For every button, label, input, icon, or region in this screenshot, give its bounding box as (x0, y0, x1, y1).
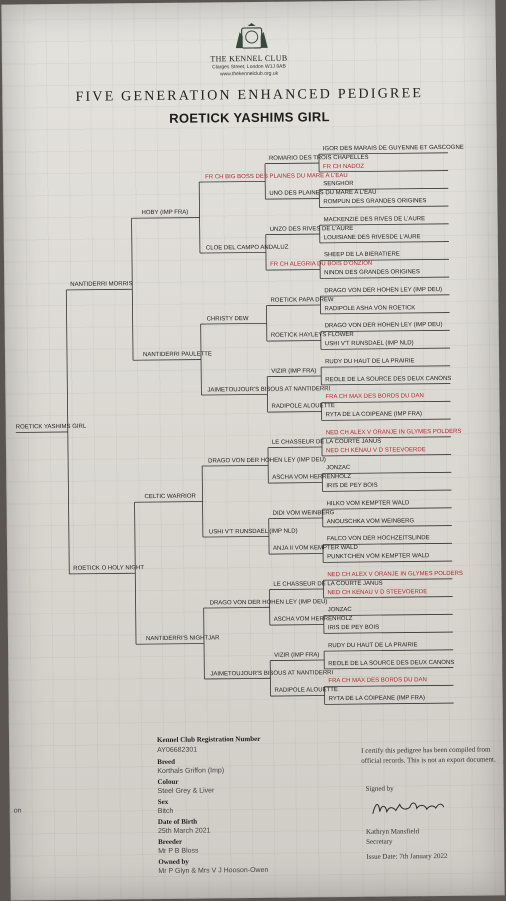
underline-gen4-5 (270, 305, 320, 306)
underline-gen4-14 (274, 625, 324, 626)
underline-gen5-9 (324, 295, 449, 296)
signed-by-label: Signed by (366, 784, 394, 794)
underline-gen5-8 (324, 277, 449, 278)
ancestor-gen4-4: FR CH ALEGRIA DU BOIS D'ONZION (270, 261, 372, 269)
ancestor-gen4-6: ROETICK HAYLEYS FLOWER (271, 332, 354, 340)
ancestor-gen5-12: USHI V'T RUNSDAEL (IMP NLD) (325, 340, 414, 348)
ancestor-gen5-15: FRA CH MAX DES BORDS DU DAN (325, 394, 423, 402)
colour-label: Colour (157, 778, 178, 786)
underline-gen4-16 (275, 696, 325, 697)
ancestor-gen2-1: HOBY (IMP FRA) (141, 210, 188, 217)
ancestor-gen4-16: RADIPOLE ALOUETTE (274, 687, 337, 695)
ancestor-gen3-6: USHI V'T RUNSDAEL (IMP NLD) (209, 528, 298, 536)
ancestor-gen1-2: ROETICK O HOLY NIGHT (73, 565, 144, 573)
ancestor-gen5-32: RYTA DE LA COIPEANE (IMP FRA) (329, 695, 425, 703)
underline-gen5-6 (324, 242, 449, 243)
ancestor-gen5-13: RUDY DU HAUT DE LA PRAIRIE (325, 358, 415, 366)
ancestor-gen4-10: ASCHA VOM HERRENHOLZ (272, 474, 351, 482)
underline-gen5-21 (327, 508, 452, 509)
underline-gen5-28 (328, 632, 453, 633)
underline-gen2-1 (142, 218, 200, 219)
underline-gen4-11 (273, 518, 323, 519)
ancestor-gen3-7: DRAGO VON DER HOHEN LEY (IMP DEU) (210, 599, 328, 607)
underline-gen4-7 (271, 376, 321, 377)
underline-gen4-8 (272, 412, 322, 413)
issue-date: Issue Date: 7th January 2022 (366, 851, 447, 862)
ancestor-gen4-7: VIZIR (IMP FRA) (271, 368, 316, 375)
bracket-gen2-2 (201, 324, 202, 395)
ancestor-gen5-24: PUNKTCHEN VOM KEMPTER WALD (327, 553, 429, 561)
ancestor-gen4-12: ANJA II VOM KEMPTER WALD (273, 545, 358, 553)
reg-value: AY06682301 (157, 747, 197, 754)
ancestor-gen3-8: JAIMETOUJOUR'S BISOUS AT NANTIDERRI (210, 670, 333, 678)
underline-gen5-14 (325, 384, 450, 385)
underline-gen3-7 (210, 607, 270, 608)
dob-label: Date of Birth (158, 818, 197, 826)
underline-gen5-24 (327, 561, 452, 562)
underline-gen4-1 (269, 163, 319, 164)
breeder-label: Breeder (158, 838, 182, 846)
reg-label: Kennel Club Registration Number (157, 735, 260, 744)
owner-value: Mr P Glyn & Mrs V J Hooson-Owen (158, 867, 268, 875)
underline-gen5-29 (328, 650, 453, 651)
underline-gen4-3 (270, 234, 320, 235)
pedigree-tree-lines (1, 0, 504, 901)
breed-value: Korthals Griffon (Imp) (157, 767, 224, 775)
ancestor-gen2-3: CELTIC WARRIOR (144, 494, 195, 502)
ancestor-gen5-3: SENGHOR (323, 181, 353, 188)
ancestor-gen4-14: ASCHA VOM HERRENHOLZ (274, 616, 353, 624)
ancestor-gen4-15: VIZIR (IMP FRA) (274, 652, 319, 659)
ancestor-gen4-3: UNZO DES RIVES DE L'AURE (270, 226, 354, 234)
ancestor-gen5-17: NED CH ALEX V ORANJE IN GLYMES POLDERS (326, 429, 462, 437)
underline-gen5-32 (329, 703, 454, 704)
ancestor-gen5-7: SHEEP DE LA BIERATIERE (324, 252, 400, 260)
bracket-gen2-3 (202, 466, 203, 537)
ancestor-gen3-1: FR CH BIG BOSS DES PLAINES DU MARE A L'EAU (205, 172, 348, 180)
underline-gen5-12 (325, 348, 450, 349)
ancestor-gen4-2: UNO DES PLAINES DU MARE A L'EAU (269, 190, 376, 198)
bracket-gen2-1 (199, 182, 200, 253)
owner-label: Owned by (158, 858, 189, 866)
ancestor-gen5-23: FALCO VON DER HOCHZEITSLINDE (327, 536, 430, 544)
underline-gen4-9 (272, 447, 322, 448)
ancestor-gen5-9: DRAGO VON DER HOHEN LEY (IMP DEU) (324, 287, 442, 295)
underline-gen3-5 (208, 465, 268, 466)
underline-gen5-30 (328, 668, 453, 669)
underline-gen5-16 (326, 419, 451, 420)
ancestor-gen5-19: JONZAC (326, 465, 350, 472)
ancestor-gen2-2: NANTIDERRI PAULETTE (143, 351, 212, 359)
org-name: THE KENNEL CLUB (2, 51, 496, 65)
pedigree-certificate (1, 0, 504, 901)
underline-gen5-20 (326, 490, 451, 491)
ancestor-gen5-21: HILKO VOM KEMPTER WALD (327, 500, 410, 508)
ancestor-gen5-28: IRIS DE PEY BOIS (328, 625, 379, 633)
ancestor-gen5-27: JONZAC (328, 607, 352, 614)
underline-gen2-2 (143, 360, 201, 361)
ancestor-gen4-5: ROETICK PAPA DREW (270, 297, 333, 305)
ancestor-gen3-2: CLOE DEL CAMPO ANDALUZ (206, 244, 289, 252)
ancestor-gen5-26: NED CH KENAU V D STEEVOERDE (327, 589, 427, 597)
underline-gen3-1 (205, 181, 265, 182)
colour-value: Steel Grey & Liver (158, 787, 215, 795)
underline-gen3-6 (209, 536, 269, 537)
sex-value: Bitch (158, 808, 174, 815)
underline-gen5-13 (325, 366, 450, 367)
ancestor-gen5-14: REOLE DE LA SOURCE DES DEUX CANONS (325, 376, 451, 384)
underline-gen5-15 (326, 401, 451, 402)
ancestor-gen5-6: LOUISIANE DES RIVESDE L'AURE (324, 234, 421, 242)
underline-gen2-4 (146, 644, 204, 645)
address-line-2: www.thekennelclub.org.uk (2, 68, 496, 80)
dog-name-title: ROETICK YASHIMS GIRL (2, 107, 496, 127)
signature-mark (370, 795, 450, 822)
sex-label: Sex (158, 798, 169, 806)
underline-gen1-1 (70, 289, 132, 290)
certification-statement (361, 744, 496, 765)
ancestor-gen5-31: FRA CH MAX DES BORDS DU DAN (328, 678, 426, 686)
underline-gen3-4 (207, 394, 267, 395)
subject-dog-name: ROETICK YASHIMS GIRL (16, 424, 87, 432)
underline-gen5-22 (327, 526, 452, 527)
statement-line-2: official records. This is not an export document. (361, 754, 496, 765)
underline-gen5-31 (328, 685, 453, 686)
statement-line-1: I certify this pedigree has been compiled from (361, 744, 496, 755)
underline-gen1-2 (73, 573, 135, 574)
ancestor-gen4-13: LE CHASSEUR DE LA COURTE JANUS (273, 580, 382, 588)
ancestor-gen5-2: FR CH NADOZ (323, 163, 364, 170)
underline-gen5-4 (323, 206, 448, 207)
underline-gen3-2 (206, 252, 266, 253)
ancestor-gen4-9: LE CHASSEUR DE LA COURTE JANUS (272, 438, 381, 446)
cropped-text-fragment: on (14, 807, 22, 814)
breeder-value: Mr P B Bloss (158, 848, 198, 855)
ancestor-gen4-1: ROMARIO DES TROIS CHAPELLES (269, 155, 369, 163)
ancestor-gen5-18: NED CH KENAU V D STEEVOERDE (326, 447, 426, 455)
underline-gen4-6 (271, 341, 321, 342)
underline-gen3-3 (207, 323, 267, 324)
underline-gen4-12 (273, 554, 323, 555)
signatory-name: Kathryn Mansfield (366, 826, 419, 837)
underline-gen4-2 (269, 199, 319, 200)
ancestor-gen5-11: DRAGO VON DER HOHEN LEY (IMP DEU) (325, 322, 443, 330)
ancestor-gen5-5: MACKENZIE DES RIVES DE L'AURE (324, 216, 426, 224)
dob-value: 25th March 2021 (158, 827, 211, 835)
ancestor-gen5-16: RYTA DE LA COIPEANE (IMP FRA) (326, 411, 422, 419)
address-line-1: Clarges Street, London W1J 8AB (2, 61, 496, 73)
ancestor-gen5-10: RADIPOLE ASHA VON ROETICK (324, 305, 415, 313)
ancestor-gen4-11: DIDI VOM WEINBERG (273, 510, 335, 518)
underline-gen5-26 (328, 597, 453, 598)
underline-gen4-13 (273, 589, 323, 590)
ancestor-gen3-3: CHRISTY DEW (207, 316, 249, 323)
bracket-gen2-4 (204, 608, 205, 679)
ancestor-gen3-4: JAIMETOUJOUR'S BISOUS AT NANTIDERRI (207, 386, 330, 394)
ancestor-gen5-20: IRIS DE PEY BOIS (326, 483, 377, 491)
underline-gen0-1 (16, 432, 68, 433)
underline-gen4-10 (272, 483, 322, 484)
underline-gen3-8 (210, 678, 270, 679)
ancestor-gen5-8: NINON DES GRANDES ORIGINES (324, 269, 420, 277)
underline-gen5-18 (326, 455, 451, 456)
ancestor-gen5-29: RUDY DU HAUT DE LA PRAIRIE (328, 642, 418, 650)
ancestor-gen5-25: NED CH ALEX V ORANJE IN GLYMES POLDERS (327, 571, 463, 579)
ancestor-gen2-4: NANTIDERRI'S NIGHTJAR (146, 635, 220, 643)
ancestor-gen3-5: DRAGO VON DER HOHEN LEY (IMP DEU) (208, 457, 326, 465)
ancestor-gen4-8: RADIPOLE ALOUETTE (272, 403, 335, 411)
ancestor-gen5-30: REOLE DE LA SOURCE DES DEUX CANONS (328, 660, 454, 668)
underline-gen2-3 (145, 502, 203, 503)
signatory-title: Secretary (366, 837, 393, 847)
underline-gen4-15 (274, 660, 324, 661)
underline-gen4-4 (270, 270, 320, 271)
ancestor-gen5-22: ANOUSCHKA VOM WEINBERG (327, 518, 414, 526)
ancestor-gen1-1: NANTIDERRI MORRIS (70, 281, 132, 289)
document-title: FIVE GENERATION ENHANCED PEDIGREE (2, 85, 496, 106)
breed-label: Breed (157, 758, 175, 766)
ancestor-gen5-1: IGOR DES MARAIS DE GUYENNE ET GASCOGNE (323, 145, 464, 153)
ancestor-gen5-4: ROMPUN DES GRANDES ORIGINES (323, 198, 426, 206)
underline-gen5-10 (325, 313, 450, 314)
